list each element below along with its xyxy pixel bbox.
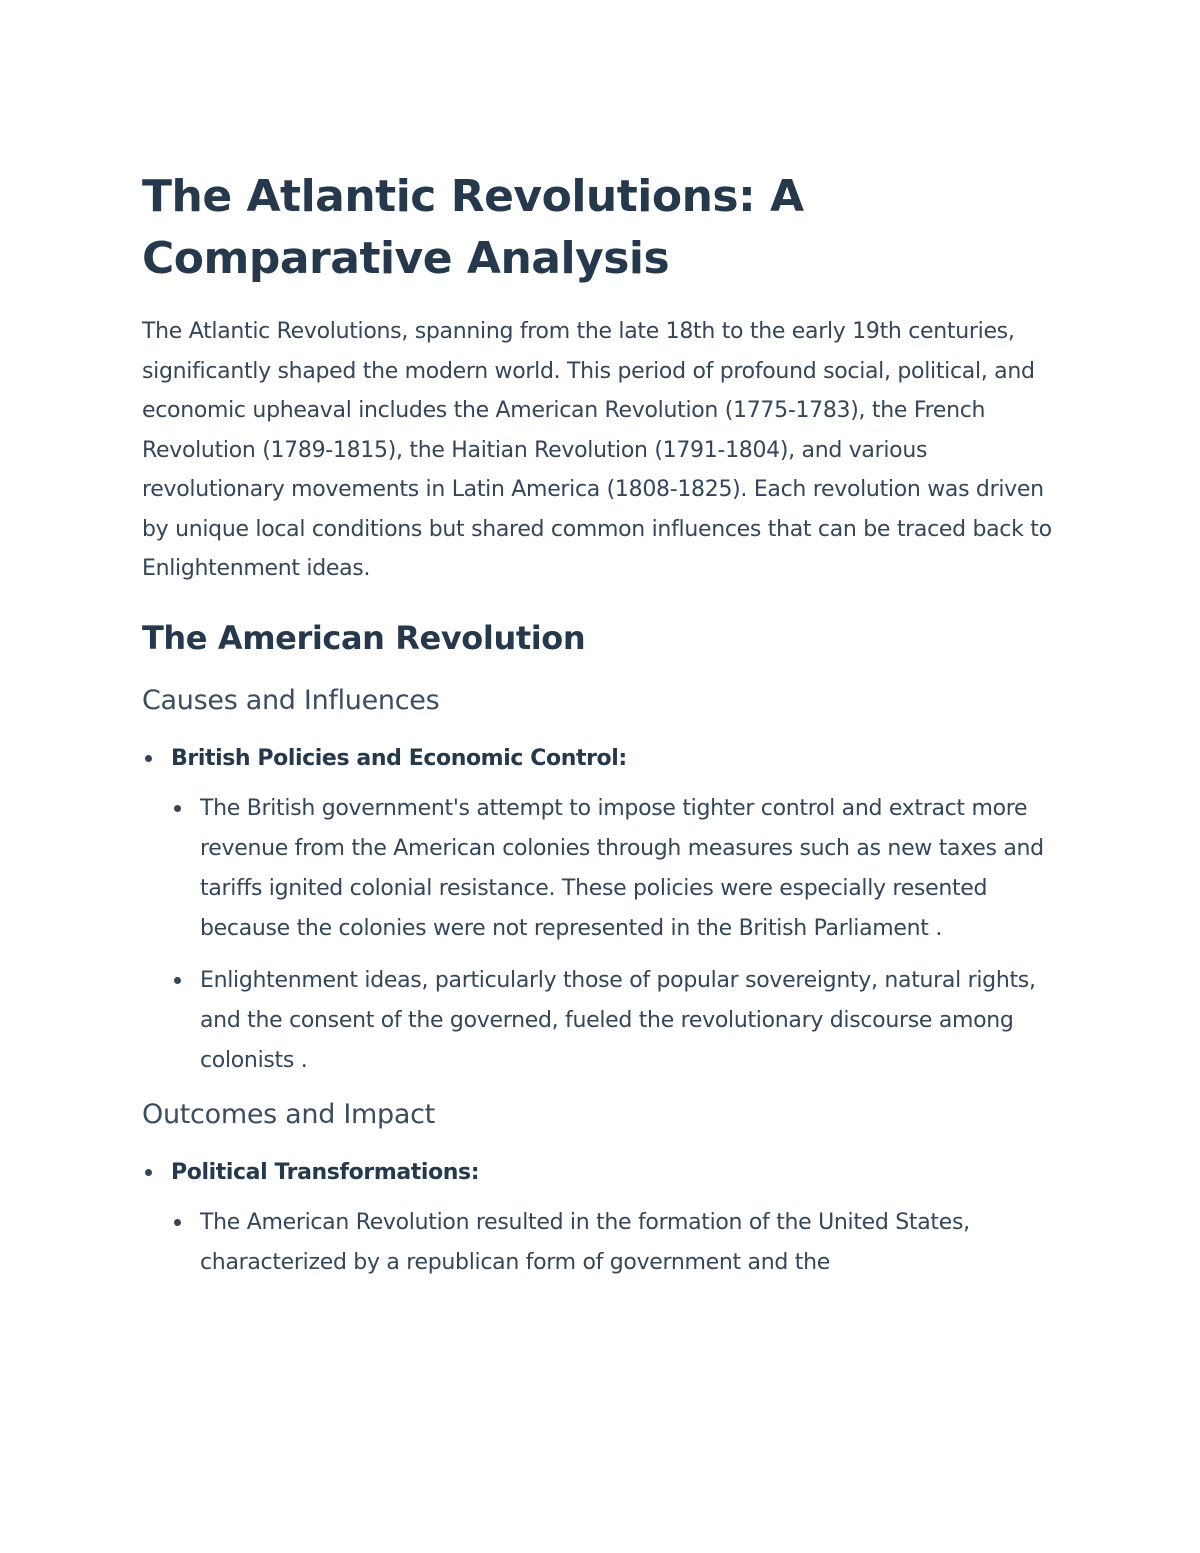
bullet-icon	[145, 755, 152, 762]
outcomes-list	[142, 1153, 1062, 1283]
list-item-text: The American Revolution resulted in the formation of the United States, characterized by a republican form of government and the	[200, 1209, 970, 1275]
subheading-causes: Causes and Influences	[142, 684, 440, 716]
sub-list	[171, 1203, 1062, 1283]
bullet-icon	[174, 805, 181, 812]
bullet-icon	[145, 1169, 152, 1176]
list-item-text: Enlightenment ideas, particularly those of popular sovereignty, natural rights, and the consent of the governed, fueled the revolutionary discourse among colonists .	[200, 967, 1036, 1073]
list-item	[171, 789, 1062, 949]
list-item	[142, 739, 1062, 1081]
list-item	[142, 1153, 1062, 1283]
list-item-label: Political Transformations:	[171, 1159, 480, 1185]
list-item	[171, 961, 1062, 1081]
sub-list	[171, 789, 1062, 1081]
section-heading-american-revolution: The American Revolution	[142, 618, 586, 657]
bullet-icon	[174, 1219, 181, 1226]
bullet-icon	[174, 977, 181, 984]
list-item	[171, 1203, 1062, 1283]
document-title: The Atlantic Revolutions: A Comparative Analysis	[142, 171, 804, 284]
list-item-label: British Policies and Economic Control:	[171, 745, 627, 771]
causes-list	[142, 739, 1062, 1081]
document-page	[142, 166, 1062, 1295]
subheading-outcomes: Outcomes and Impact	[142, 1098, 435, 1130]
intro-paragraph: The Atlantic Revolutions, spanning from the late 18th to the early 19th centuries, significantly shaped the modern world. This period of profound social, political, and economic upheaval includes the American Revolution (1775-1783), the French Revolution (1789-1815), the Haitian Revolution (1791-1804), and various revolutionary movements in Latin America (1808-1825). Each revolution was driven by unique local conditions but shared common influences that can be traced back to Enlightenment ideas.	[142, 319, 1052, 581]
list-item-text: The British government's attempt to impose tighter control and extract more revenue from the American colonies through measures such as new taxes and tariffs ignited colonial resistance. These policies were especially resented because the colonies were not represented in the British Parliament .	[200, 795, 1044, 941]
